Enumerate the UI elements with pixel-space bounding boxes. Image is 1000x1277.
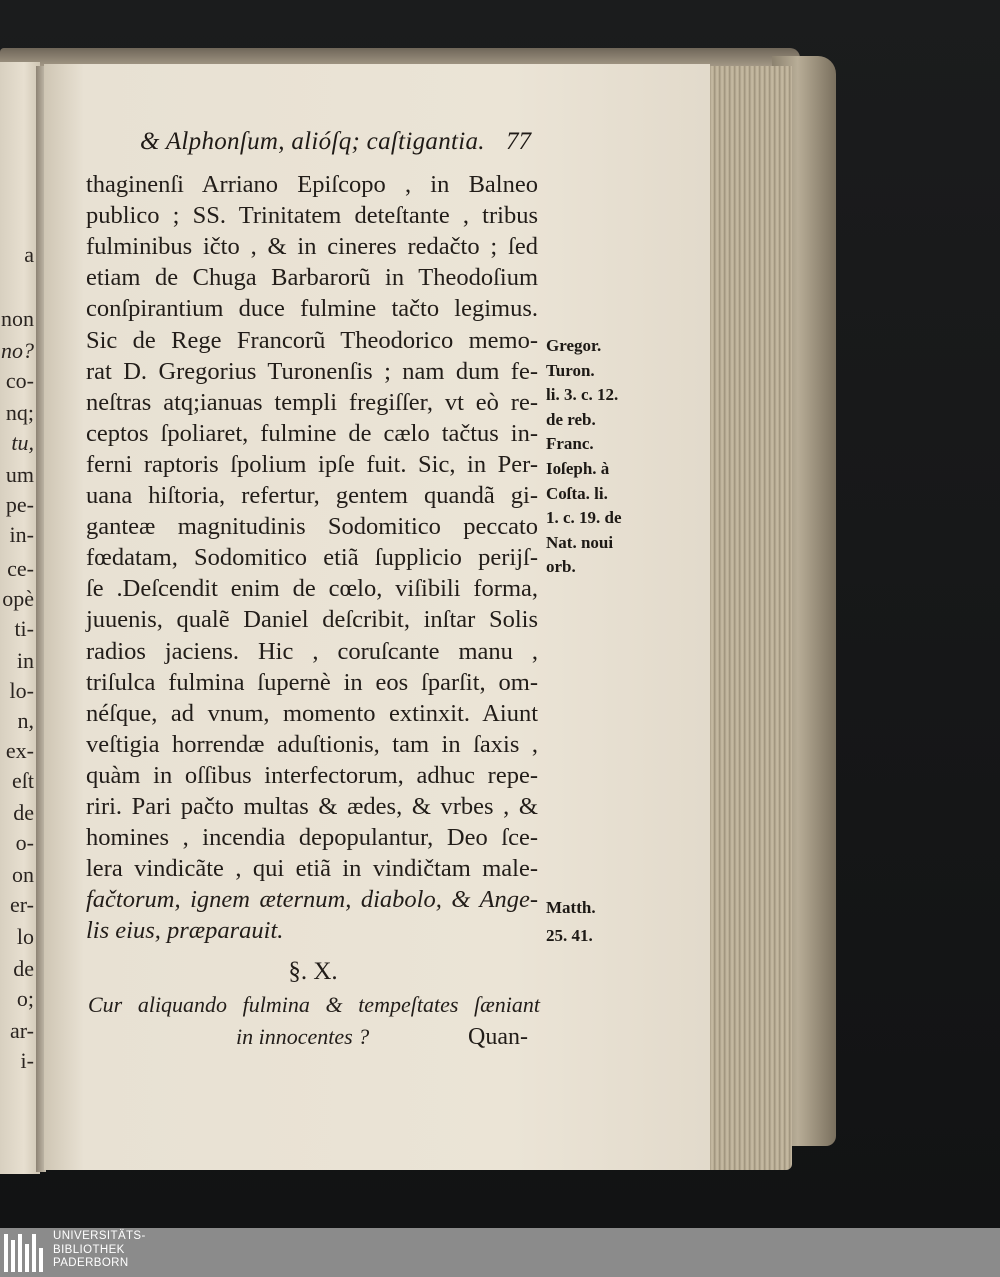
text-line: etiam de Chuga Barbarorũ in Theodoſium [86, 264, 538, 292]
text-line: lera vindicãte , qui etiã in vindičtam male- [86, 855, 538, 883]
text-line: radios jaciens. Hic , coruſcante manu , [86, 637, 538, 665]
text-line: homines , incendia depopulantur, Deo ſce- [86, 824, 538, 852]
margin-note-line: Ioſeph. à [546, 459, 610, 478]
text-line: ganteæ magnitudinis Sodomitico peccato [86, 513, 538, 541]
left-fragment: lo- [9, 678, 34, 703]
text-line: uana hiſtoria, refertur, gentem quandã gi- [86, 482, 538, 509]
left-fragment: on [12, 862, 34, 887]
section-title-line1: Cur aliquando fulmina & tempeſtates ſæniant [88, 992, 540, 1017]
left-fragment: a [24, 242, 34, 267]
text-line: fačtorum, ignem æternum, diabolo, & Ange- [86, 886, 538, 914]
library-name-line3: PADERBORN [53, 1257, 129, 1269]
left-fragment: o; [16, 986, 34, 1011]
text-line: Sic de Rege Francorũ Theodorico memo- [86, 326, 538, 354]
text-line: publico ; SS. Trinitatem deteſtante , tribus [86, 202, 538, 230]
left-fragment: in- [9, 522, 34, 547]
running-head: & Alphonſum, alióſq; caſtigantia. [140, 128, 485, 155]
text-line: fulminibus ičto , & in cineres redačto ; ſed [86, 233, 538, 261]
left-fragment: n, [17, 708, 34, 733]
left-fragment: non [1, 306, 34, 331]
margin-note-line: Gregor. [546, 336, 602, 355]
left-fragment: no? [1, 338, 34, 363]
left-fragment: nq; [5, 400, 34, 425]
left-fragment: ce- [7, 556, 34, 581]
text-line: riri. Pari pačto multas & ædes, & vrbes , & [86, 793, 538, 820]
text-line: juuenis, qualẽ Daniel deſcribit, inſtar Solis [86, 606, 538, 634]
margin-note-line: Coſta. li. [546, 483, 608, 503]
section-title-line2: in innocentes ? [236, 1024, 370, 1049]
library-name [53, 1230, 146, 1271]
margin-note-line: Franc. [546, 434, 594, 454]
left-fragment: lo [16, 924, 34, 949]
left-fragment: de [13, 800, 34, 825]
library-name-line2: BIBLIOTHEK [53, 1243, 125, 1256]
text-line: ceptos ſpoliaret, fulmine de cælo tačtus in- [86, 419, 538, 447]
left-fragment: ar- [10, 1018, 34, 1043]
margin-note-line: Matth. [546, 898, 596, 917]
text-line: conſpirantium duce fulmine tačto legimus. [86, 295, 538, 323]
margin-note-line: orb. [546, 557, 576, 577]
page-number: 77 [506, 128, 531, 155]
left-fragment: in [16, 648, 34, 673]
text-line: triſulca fulmina ſupernè in eos ſparſit, om- [86, 668, 538, 696]
left-fragment: tu, [11, 430, 34, 455]
left-fragment: opè [2, 586, 34, 611]
text-line: rat D. Gregorius Turonenſis ; nam dum fe- [86, 357, 538, 385]
margin-note-line: li. 3. c. 12. [546, 385, 619, 405]
left-fragment: de [13, 956, 34, 981]
margin-note-line: de reb. [546, 409, 596, 429]
margin-note-line: 25. 41. [546, 926, 593, 945]
left-fragment: o- [15, 830, 34, 855]
text-line: fœdatam, Sodomitico etiã ſupplicio perijſ- [86, 544, 538, 572]
text-line: ſe .Deſcendit enim de cœlo, viſibili forma, [86, 575, 538, 603]
text-line: neſtras atq;ianuas templi fregiſſer, vt eò re- [86, 388, 538, 416]
left-fragment: ti- [14, 616, 34, 641]
left-fragment: um [5, 462, 34, 487]
left-fragment: i- [20, 1048, 34, 1073]
library-logo-icon [4, 1230, 46, 1274]
left-fragment: er- [10, 892, 34, 917]
catchword: Quan- [468, 1024, 528, 1050]
text-line: thaginenſi Arriano Epiſcopo , in Balneo [86, 171, 538, 198]
margin-note-line: Nat. noui [546, 532, 614, 552]
section-number: §. X. [288, 958, 338, 985]
left-fragment: ex- [5, 738, 34, 763]
left-fragment: eſt [12, 768, 34, 793]
library-footer-bar [0, 1228, 1000, 1277]
text-line: quàm in oſſibus interfectorum, adhuc repe- [86, 761, 538, 789]
library-name-line1: UNIVERSITÄTS- [53, 1230, 146, 1242]
left-page-edge [0, 62, 40, 1174]
left-fragment: pe- [5, 492, 34, 517]
left-fragment: co- [5, 368, 34, 393]
text-line: lis eius, præparauit. [86, 917, 284, 945]
margin-note-line: Turon. [546, 360, 595, 380]
text-line: veſtigia horrendæ aduſtionis, tam in ſaxis , [86, 730, 538, 758]
margin-note-line: 1. c. 19. de [546, 508, 622, 528]
text-line: néſque, ad vnum, momento extinxit. Aiunt [86, 699, 538, 727]
text-line: ferni raptoris ſpolium ipſe fuit. Sic, in Per- [86, 450, 538, 478]
